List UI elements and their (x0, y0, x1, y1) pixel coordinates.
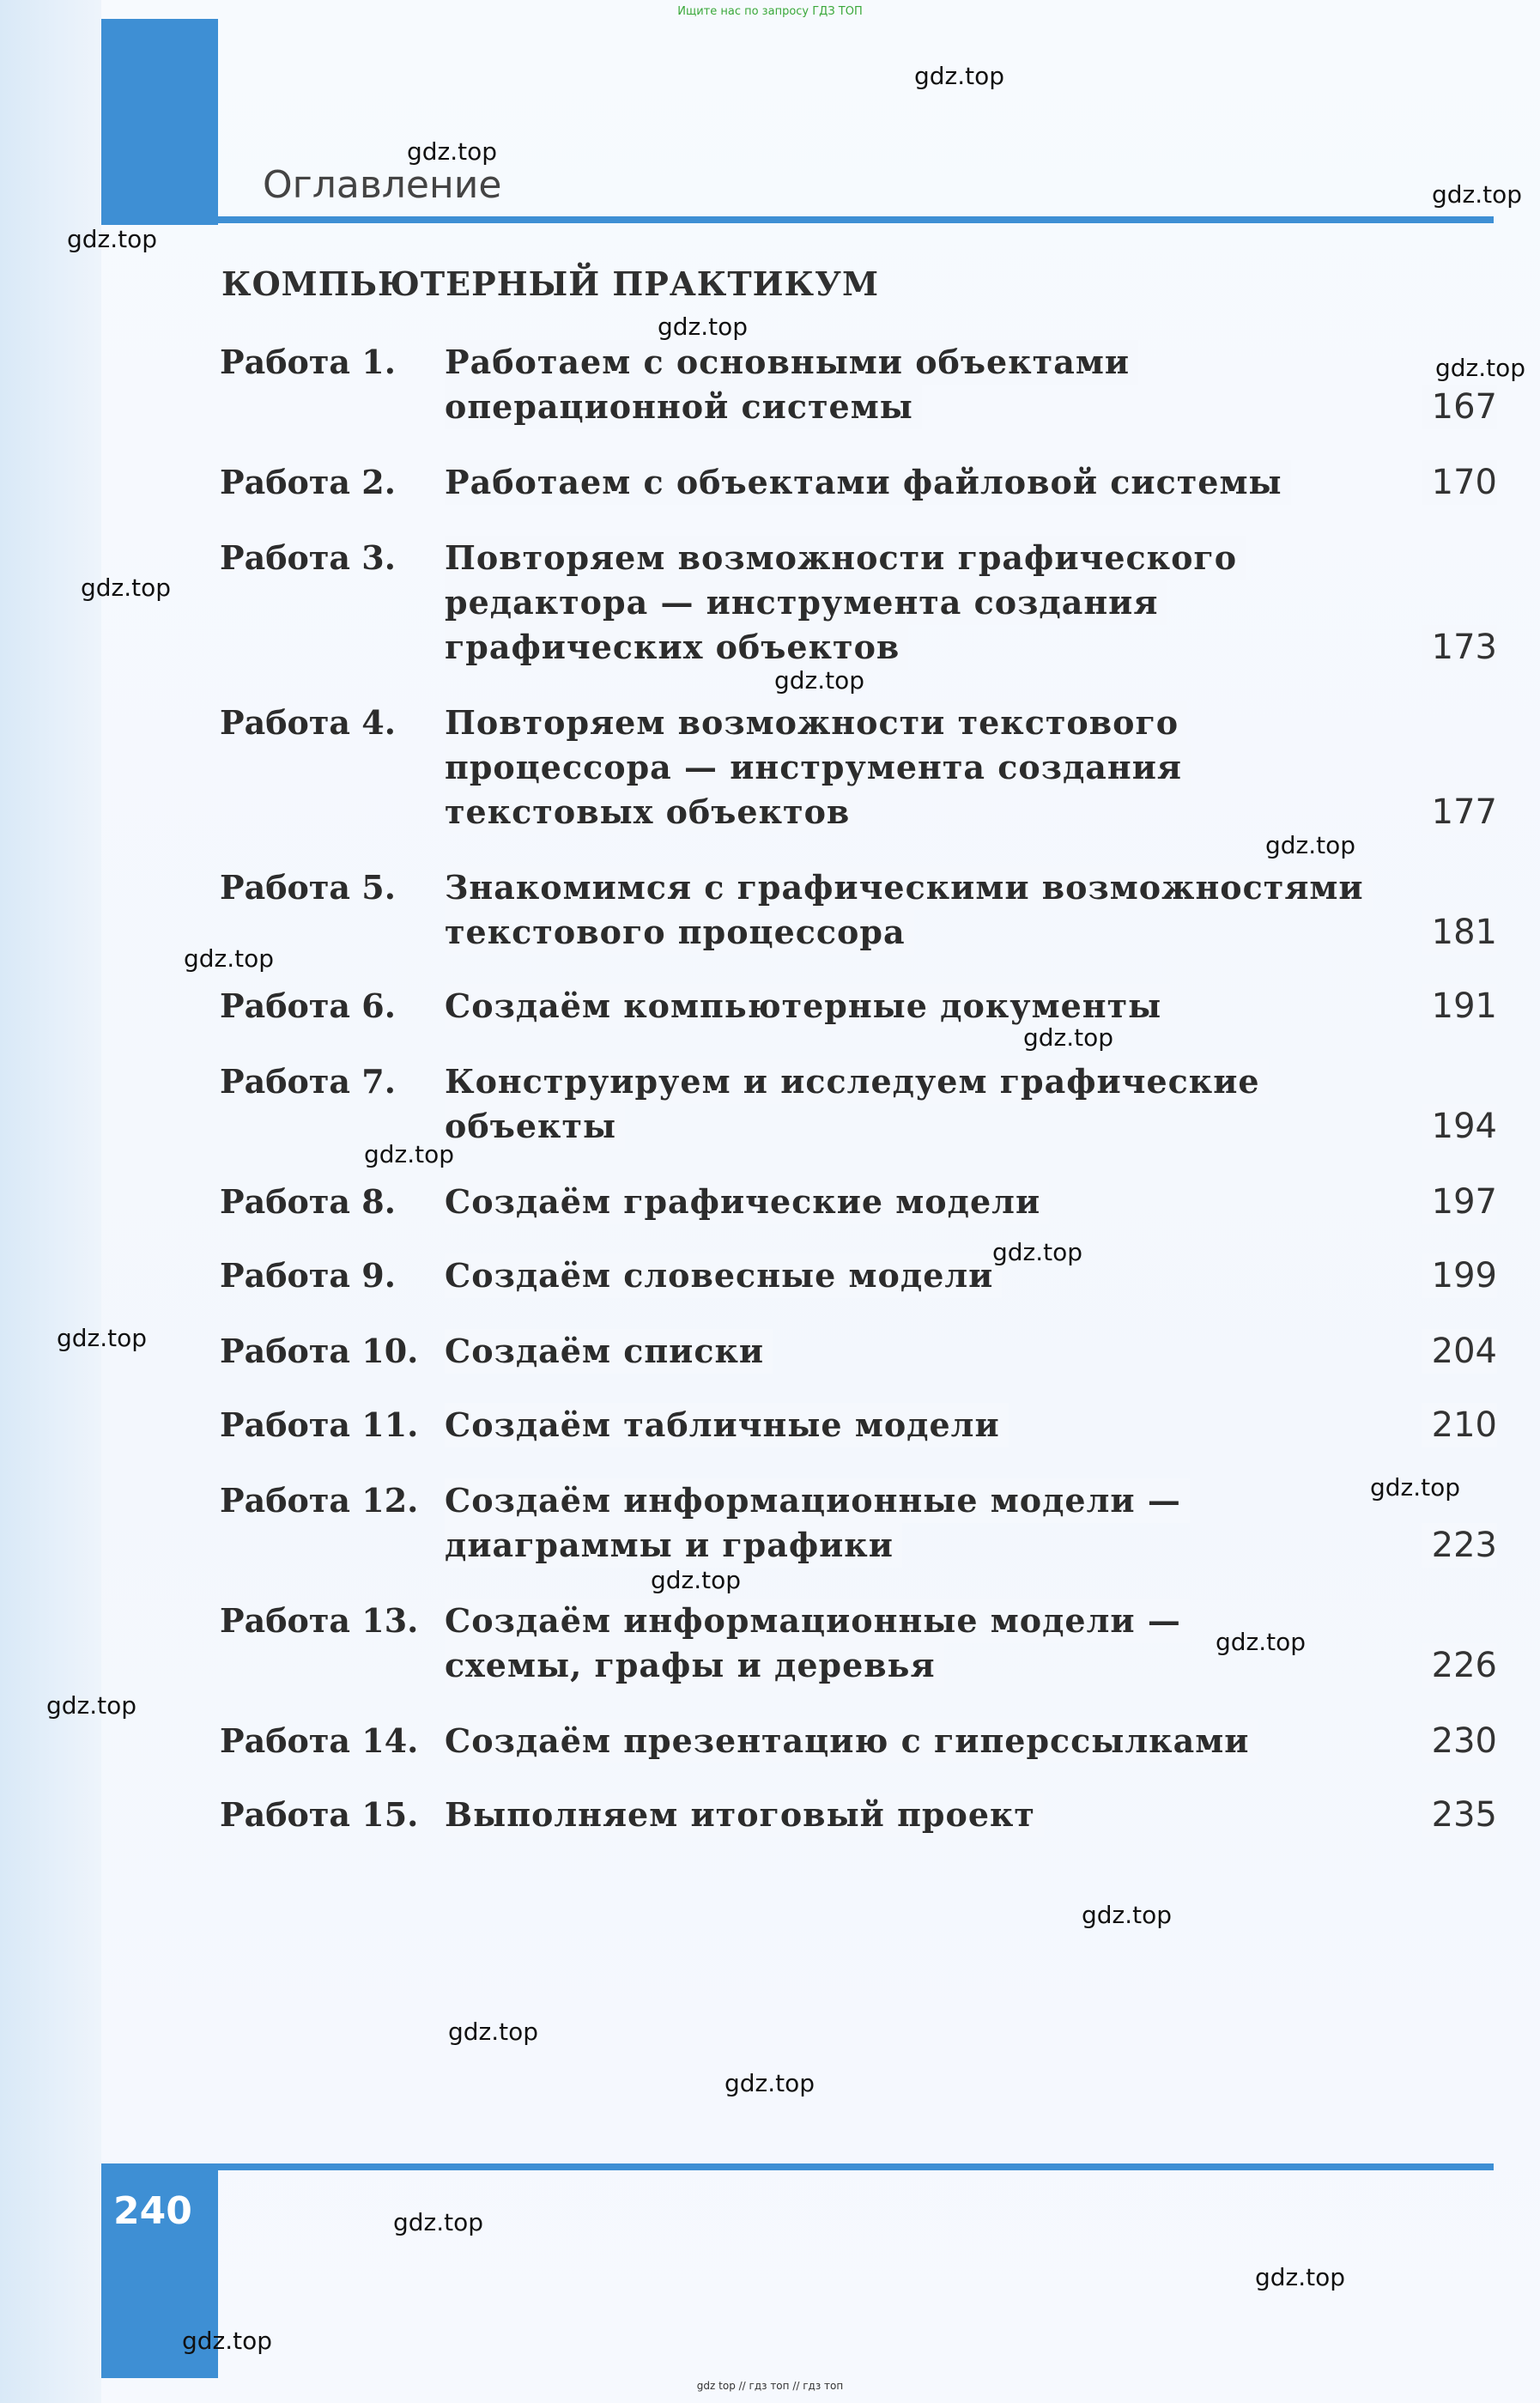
page-ref: 167 (1422, 385, 1497, 429)
work-label: Работа 13. (220, 1601, 419, 1640)
work-label: Работа 10. (220, 1332, 419, 1370)
watermark: gdz.top (914, 62, 1005, 90)
toc-line (220, 1059, 1497, 1104)
work-label: Работа 14. (220, 1721, 419, 1760)
work-title: текстового процессора (445, 910, 914, 955)
page-ref: 173 (1422, 625, 1497, 670)
page-title: Оглавление (263, 163, 502, 207)
watermark: gdz.top (651, 1566, 742, 1594)
page-ref: 210 (1422, 1403, 1497, 1447)
watermark: gdz.top (1255, 2263, 1346, 2291)
footer-rule (218, 2163, 1494, 2170)
toc-line (220, 745, 1497, 790)
toc-entry[interactable] (220, 1719, 1497, 1763)
watermark: gdz.top (1432, 180, 1523, 209)
toc-line (220, 910, 1497, 955)
work-label: Работа 5. (220, 868, 396, 907)
toc-line (220, 701, 1497, 745)
watermark: gdz.top (1435, 354, 1526, 382)
watermark: gdz.top (774, 666, 865, 695)
work-title: Выполняем итоговый проект (445, 1793, 1044, 1837)
toc-line (220, 1523, 1497, 1568)
work-label: Работа 2. (220, 463, 396, 501)
toc-entry[interactable] (220, 1478, 1497, 1568)
toc-line (220, 1403, 1497, 1447)
work-title: Создаём информационные модели — (445, 1478, 1190, 1523)
page-ref: 181 (1422, 910, 1497, 955)
work-title: графических объектов (445, 625, 908, 670)
header-color-block (101, 19, 218, 225)
watermark: gdz.top (1082, 1901, 1173, 1929)
page-ref: 235 (1422, 1793, 1497, 1837)
watermark: gdz.top (184, 944, 275, 973)
work-title: Знакомимся с графическими возможностями (445, 865, 1373, 910)
toc-line (220, 790, 1497, 834)
work-label: Работа 3. (220, 538, 396, 577)
toc-line (220, 1180, 1497, 1224)
toc-line (220, 385, 1497, 429)
work-label: Работа 4. (220, 703, 396, 742)
section-heading: КОМПЬЮТЕРНЫЙ ПРАКТИКУМ (221, 264, 880, 303)
toc-entry[interactable] (220, 701, 1497, 834)
work-title: процессора — инструмента создания (445, 745, 1191, 790)
toc-entry[interactable] (220, 340, 1497, 429)
toc-line (220, 1478, 1497, 1523)
page-ref: 204 (1422, 1329, 1497, 1374)
watermark: gdz.top (725, 2069, 815, 2097)
work-title: текстовых объектов (445, 790, 858, 834)
watermark: gdz.top (1265, 831, 1356, 859)
work-title: объекты (445, 1104, 625, 1149)
toc-line (220, 580, 1497, 625)
toc-line (220, 1719, 1497, 1763)
work-title: Создаём словесные модели (445, 1253, 1002, 1298)
work-title: Работаем с объектами файловой системы (445, 460, 1291, 505)
work-title: Повторяем возможности текстового (445, 701, 1187, 745)
header-rule (218, 216, 1494, 223)
watermark: gdz.top (393, 2208, 484, 2236)
watermark: gdz.top (182, 2327, 273, 2355)
work-title: Создаём информационные модели — (445, 1599, 1190, 1643)
toc-line (220, 1253, 1497, 1298)
work-title: Создаём графические модели (445, 1180, 1049, 1224)
watermark: gdz.top (992, 1238, 1083, 1266)
toc-entry[interactable] (220, 536, 1497, 670)
top-search-link[interactable]: Ищите нас по запросу ГДЗ ТОП (677, 5, 863, 18)
watermark: gdz.top (81, 573, 172, 602)
toc-entry[interactable] (220, 865, 1497, 955)
toc-entry[interactable] (220, 1793, 1497, 1837)
toc-line (220, 536, 1497, 580)
toc-line (220, 1793, 1497, 1837)
page-ref: 230 (1422, 1719, 1497, 1763)
work-title: Повторяем возможности графического (445, 536, 1246, 580)
watermark: gdz.top (1216, 1628, 1307, 1656)
page-ref: 199 (1422, 1253, 1497, 1298)
work-title: Создаём списки (445, 1329, 773, 1374)
page-number: 240 (113, 2189, 192, 2233)
toc-entry[interactable] (220, 1059, 1497, 1149)
watermark: gdz.top (658, 313, 749, 341)
toc-entry[interactable] (220, 1329, 1497, 1374)
work-title: Создаём табличные модели (445, 1403, 1009, 1447)
toc-line (220, 460, 1497, 505)
work-label: Работа 9. (220, 1256, 396, 1295)
work-title: Создаём компьютерные документы (445, 984, 1170, 1029)
page-ref: 197 (1422, 1180, 1497, 1224)
work-title: Конструируем и исследуем графические (445, 1059, 1269, 1104)
watermark: gdz.top (57, 1324, 148, 1352)
watermark: gdz.top (67, 225, 158, 253)
toc-entry[interactable] (220, 1253, 1497, 1298)
toc-line (220, 625, 1497, 670)
work-title: диаграммы и графики (445, 1523, 902, 1568)
work-label: Работа 12. (220, 1481, 419, 1520)
watermark: gdz.top (1370, 1473, 1461, 1502)
watermark: gdz.top (1023, 1023, 1114, 1052)
work-label: Работа 7. (220, 1062, 396, 1101)
toc-line (220, 340, 1497, 385)
page-ref: 170 (1422, 460, 1497, 505)
toc-line (220, 865, 1497, 910)
bottom-links[interactable]: gdz top // гдз топ // гдз топ (696, 2380, 844, 2392)
toc-line (220, 984, 1497, 1029)
toc-line (220, 1329, 1497, 1374)
watermark: gdz.top (364, 1140, 455, 1168)
page-ref: 194 (1422, 1104, 1497, 1149)
page-ref: 226 (1422, 1643, 1497, 1688)
page-ref: 223 (1422, 1523, 1497, 1568)
page-ref: 177 (1422, 790, 1497, 834)
watermark: gdz.top (407, 137, 498, 166)
work-label: Работа 11. (220, 1405, 419, 1444)
toc-entry[interactable] (220, 1180, 1497, 1224)
work-title: Работаем с основными объектами (445, 340, 1138, 385)
work-title: Создаём презентацию с гиперссылками (445, 1719, 1258, 1763)
work-label: Работа 15. (220, 1795, 419, 1834)
work-label: Работа 8. (220, 1182, 396, 1221)
work-title: схемы, графы и деревья (445, 1643, 944, 1688)
toc-entry[interactable] (220, 984, 1497, 1029)
toc-entry[interactable] (220, 460, 1497, 505)
work-title: операционной системы (445, 385, 922, 429)
work-label: Работа 1. (220, 343, 396, 381)
work-title: редактора — инструмента создания (445, 580, 1167, 625)
page-ref: 191 (1422, 984, 1497, 1029)
work-label: Работа 6. (220, 986, 396, 1025)
left-margin-band (0, 0, 101, 2403)
watermark: gdz.top (448, 2018, 539, 2046)
watermark: gdz.top (46, 1691, 137, 1720)
toc-entry[interactable] (220, 1403, 1497, 1447)
